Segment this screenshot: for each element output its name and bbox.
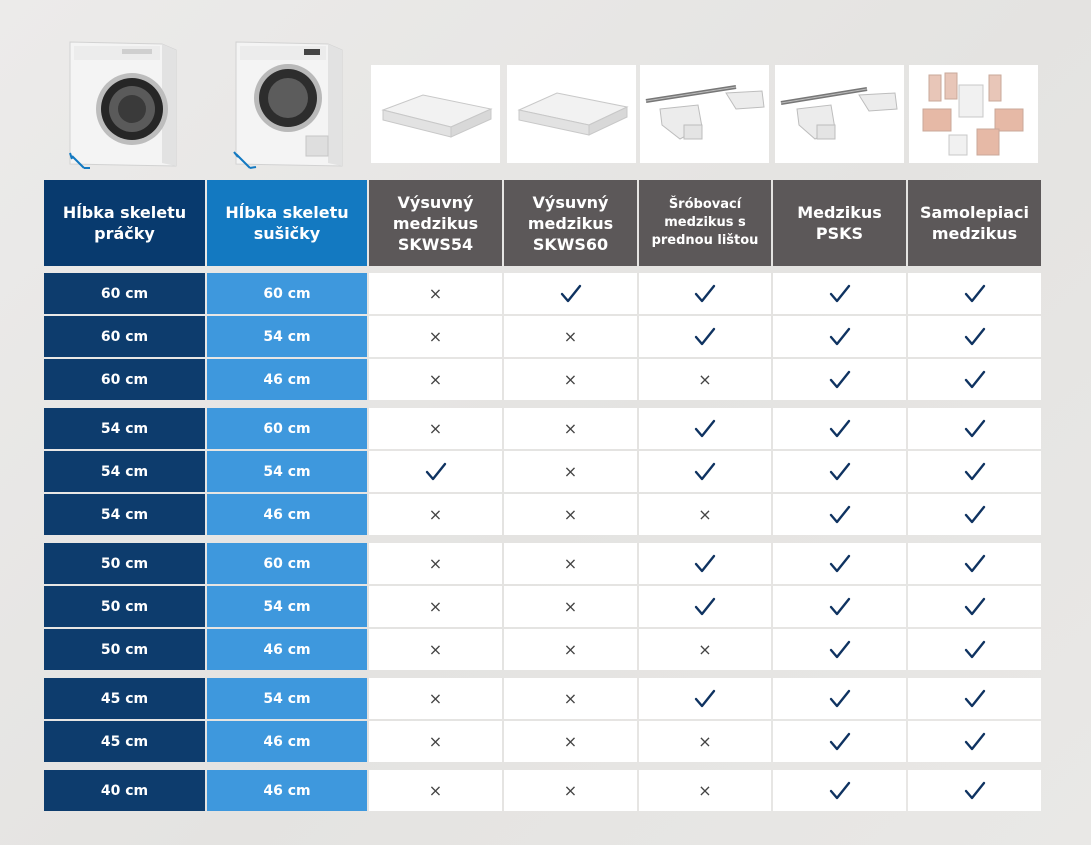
- compat-cell: [369, 359, 502, 400]
- compat-cell: [639, 494, 771, 535]
- compat-cell: [773, 678, 906, 719]
- compat-cell: [908, 770, 1041, 811]
- cross-icon: ×: [698, 781, 712, 800]
- dryer-depth-cell: 46 cm: [207, 629, 367, 670]
- compat-cell: [369, 721, 502, 762]
- cross-icon: ×: [563, 732, 578, 751]
- check-icon: [964, 505, 986, 525]
- washer-depth-cell: 50 cm: [44, 543, 205, 584]
- check-icon: [829, 462, 851, 482]
- compat-cell: [369, 408, 502, 449]
- compat-cell: [773, 494, 906, 535]
- check-icon: [829, 554, 851, 574]
- adhesive-kit-image: [909, 65, 1038, 163]
- compat-cell: [908, 273, 1041, 314]
- washer-depth-cell: 40 cm: [44, 770, 205, 811]
- compat-cell: [504, 451, 637, 492]
- compat-cell: [773, 586, 906, 627]
- compat-cell: [504, 543, 637, 584]
- cross-icon: ×: [698, 505, 712, 524]
- washer-depth-cell: 60 cm: [44, 359, 205, 400]
- compat-cell: [639, 586, 771, 627]
- compat-cell: [504, 629, 637, 670]
- compat-cell: [369, 770, 502, 811]
- dryer-depth-cell: 54 cm: [207, 451, 367, 492]
- check-icon: [694, 597, 716, 617]
- compat-cell: [504, 359, 637, 400]
- compat-cell: [773, 273, 906, 314]
- cross-icon: ×: [563, 689, 578, 708]
- cross-icon: ×: [563, 505, 578, 524]
- compat-cell: [504, 586, 637, 627]
- compat-cell: [908, 359, 1041, 400]
- header-adhesive: Samolepiaci medzikus: [908, 180, 1041, 266]
- check-icon: [964, 597, 986, 617]
- compat-cell: [639, 678, 771, 719]
- compat-cell: [639, 408, 771, 449]
- header-skws60: Výsuvný medzikus SKWS60: [504, 180, 637, 266]
- compat-cell: [908, 586, 1041, 627]
- compat-cell: [504, 408, 637, 449]
- check-icon: [829, 597, 851, 617]
- check-icon: [694, 689, 716, 709]
- check-icon: [694, 554, 716, 574]
- compat-cell: [908, 316, 1041, 357]
- check-icon: [964, 781, 986, 801]
- check-icon: [829, 689, 851, 709]
- dryer-depth-cell: 60 cm: [207, 273, 367, 314]
- check-icon: [694, 462, 716, 482]
- dryer-image: [228, 36, 348, 176]
- compat-cell: [908, 408, 1041, 449]
- cross-icon: ×: [428, 597, 443, 616]
- washer-depth-cell: 60 cm: [44, 316, 205, 357]
- screw-bracket-image: [640, 65, 769, 163]
- psks-bracket-image: [775, 65, 904, 163]
- check-icon: [829, 640, 851, 660]
- compat-cell: [908, 721, 1041, 762]
- compat-cell: [504, 494, 637, 535]
- check-icon: [829, 327, 851, 347]
- check-icon: [964, 462, 986, 482]
- header-skws54: Výsuvný medzikus SKWS54: [369, 180, 502, 266]
- check-icon: [829, 732, 851, 752]
- compat-cell: [908, 543, 1041, 584]
- compat-cell: [639, 543, 771, 584]
- cross-icon: ×: [428, 732, 443, 751]
- compat-cell: [504, 316, 637, 357]
- compat-cell: [773, 629, 906, 670]
- compat-cell: [639, 770, 771, 811]
- washer-depth-cell: 54 cm: [44, 451, 205, 492]
- compat-cell: [504, 721, 637, 762]
- cross-icon: ×: [428, 284, 443, 303]
- washer-depth-cell: 54 cm: [44, 494, 205, 535]
- compat-cell: [504, 678, 637, 719]
- check-icon: [964, 419, 986, 439]
- compat-cell: [773, 408, 906, 449]
- cross-icon: ×: [563, 554, 578, 573]
- header-screw-front-strip: Šróbovací medzikus s prednou lištou: [639, 180, 771, 266]
- check-icon: [694, 284, 716, 304]
- compat-cell: [504, 273, 637, 314]
- compat-cell: [639, 273, 771, 314]
- compat-cell: [773, 543, 906, 584]
- compat-cell: [369, 543, 502, 584]
- check-icon: [560, 284, 582, 304]
- compat-cell: [639, 451, 771, 492]
- compat-cell: [369, 629, 502, 670]
- dryer-depth-cell: 54 cm: [207, 586, 367, 627]
- washer-depth-cell: 60 cm: [44, 273, 205, 314]
- cross-icon: ×: [698, 732, 712, 751]
- compat-cell: [369, 451, 502, 492]
- check-icon: [829, 505, 851, 525]
- check-icon: [425, 462, 447, 482]
- dryer-depth-cell: 46 cm: [207, 359, 367, 400]
- compat-cell: [773, 451, 906, 492]
- washer-depth-cell: 45 cm: [44, 678, 205, 719]
- dryer-depth-cell: 46 cm: [207, 494, 367, 535]
- dryer-depth-cell: 60 cm: [207, 543, 367, 584]
- compat-cell: [773, 721, 906, 762]
- cross-icon: ×: [698, 370, 712, 389]
- check-icon: [829, 284, 851, 304]
- dryer-depth-cell: 46 cm: [207, 721, 367, 762]
- check-icon: [964, 370, 986, 390]
- compat-cell: [369, 494, 502, 535]
- compat-cell: [504, 770, 637, 811]
- washing-machine-image: [62, 36, 182, 176]
- compat-cell: [639, 629, 771, 670]
- header-washer-depth: Hĺbka skeletu práčky: [44, 180, 205, 266]
- cross-icon: ×: [563, 370, 578, 389]
- cross-icon: ×: [563, 640, 578, 659]
- compat-cell: [908, 451, 1041, 492]
- compat-cell: [908, 629, 1041, 670]
- cross-icon: ×: [428, 327, 443, 346]
- washer-depth-cell: 45 cm: [44, 721, 205, 762]
- check-icon: [829, 419, 851, 439]
- washer-depth-cell: 50 cm: [44, 629, 205, 670]
- compat-cell: [773, 316, 906, 357]
- compat-cell: [369, 586, 502, 627]
- skws60-tray-image: [507, 65, 636, 163]
- check-icon: [829, 781, 851, 801]
- cross-icon: ×: [428, 689, 443, 708]
- header-dryer-depth: Hĺbka skeletu sušičky: [207, 180, 367, 266]
- product-images: [0, 32, 1091, 172]
- compat-cell: [369, 678, 502, 719]
- washer-depth-cell: 54 cm: [44, 408, 205, 449]
- dryer-depth-cell: 60 cm: [207, 408, 367, 449]
- compat-cell: [369, 273, 502, 314]
- compat-cell: [773, 770, 906, 811]
- check-icon: [694, 419, 716, 439]
- cross-icon: ×: [563, 327, 578, 346]
- header-psks: Medzikus PSKS: [773, 180, 906, 266]
- check-icon: [964, 554, 986, 574]
- cross-icon: ×: [428, 419, 443, 438]
- cross-icon: ×: [428, 370, 443, 389]
- dryer-depth-cell: 54 cm: [207, 678, 367, 719]
- cross-icon: ×: [698, 640, 712, 659]
- check-icon: [964, 640, 986, 660]
- cross-icon: ×: [428, 554, 443, 573]
- compat-cell: [369, 316, 502, 357]
- check-icon: [964, 327, 986, 347]
- compat-cell: [639, 316, 771, 357]
- compat-cell: [639, 359, 771, 400]
- washer-depth-cell: 50 cm: [44, 586, 205, 627]
- check-icon: [964, 284, 986, 304]
- compat-cell: [908, 678, 1041, 719]
- check-icon: [964, 689, 986, 709]
- cross-icon: ×: [563, 419, 578, 438]
- dryer-depth-cell: 46 cm: [207, 770, 367, 811]
- cross-icon: ×: [563, 597, 578, 616]
- compat-cell: [639, 721, 771, 762]
- check-icon: [964, 732, 986, 752]
- cross-icon: ×: [563, 462, 578, 481]
- dryer-depth-cell: 54 cm: [207, 316, 367, 357]
- skws54-tray-image: [371, 65, 500, 163]
- cross-icon: ×: [563, 781, 578, 800]
- cross-icon: ×: [428, 505, 443, 524]
- compat-cell: [908, 494, 1041, 535]
- compat-cell: [773, 359, 906, 400]
- check-icon: [829, 370, 851, 390]
- cross-icon: ×: [428, 640, 443, 659]
- check-icon: [694, 327, 716, 347]
- cross-icon: ×: [428, 781, 443, 800]
